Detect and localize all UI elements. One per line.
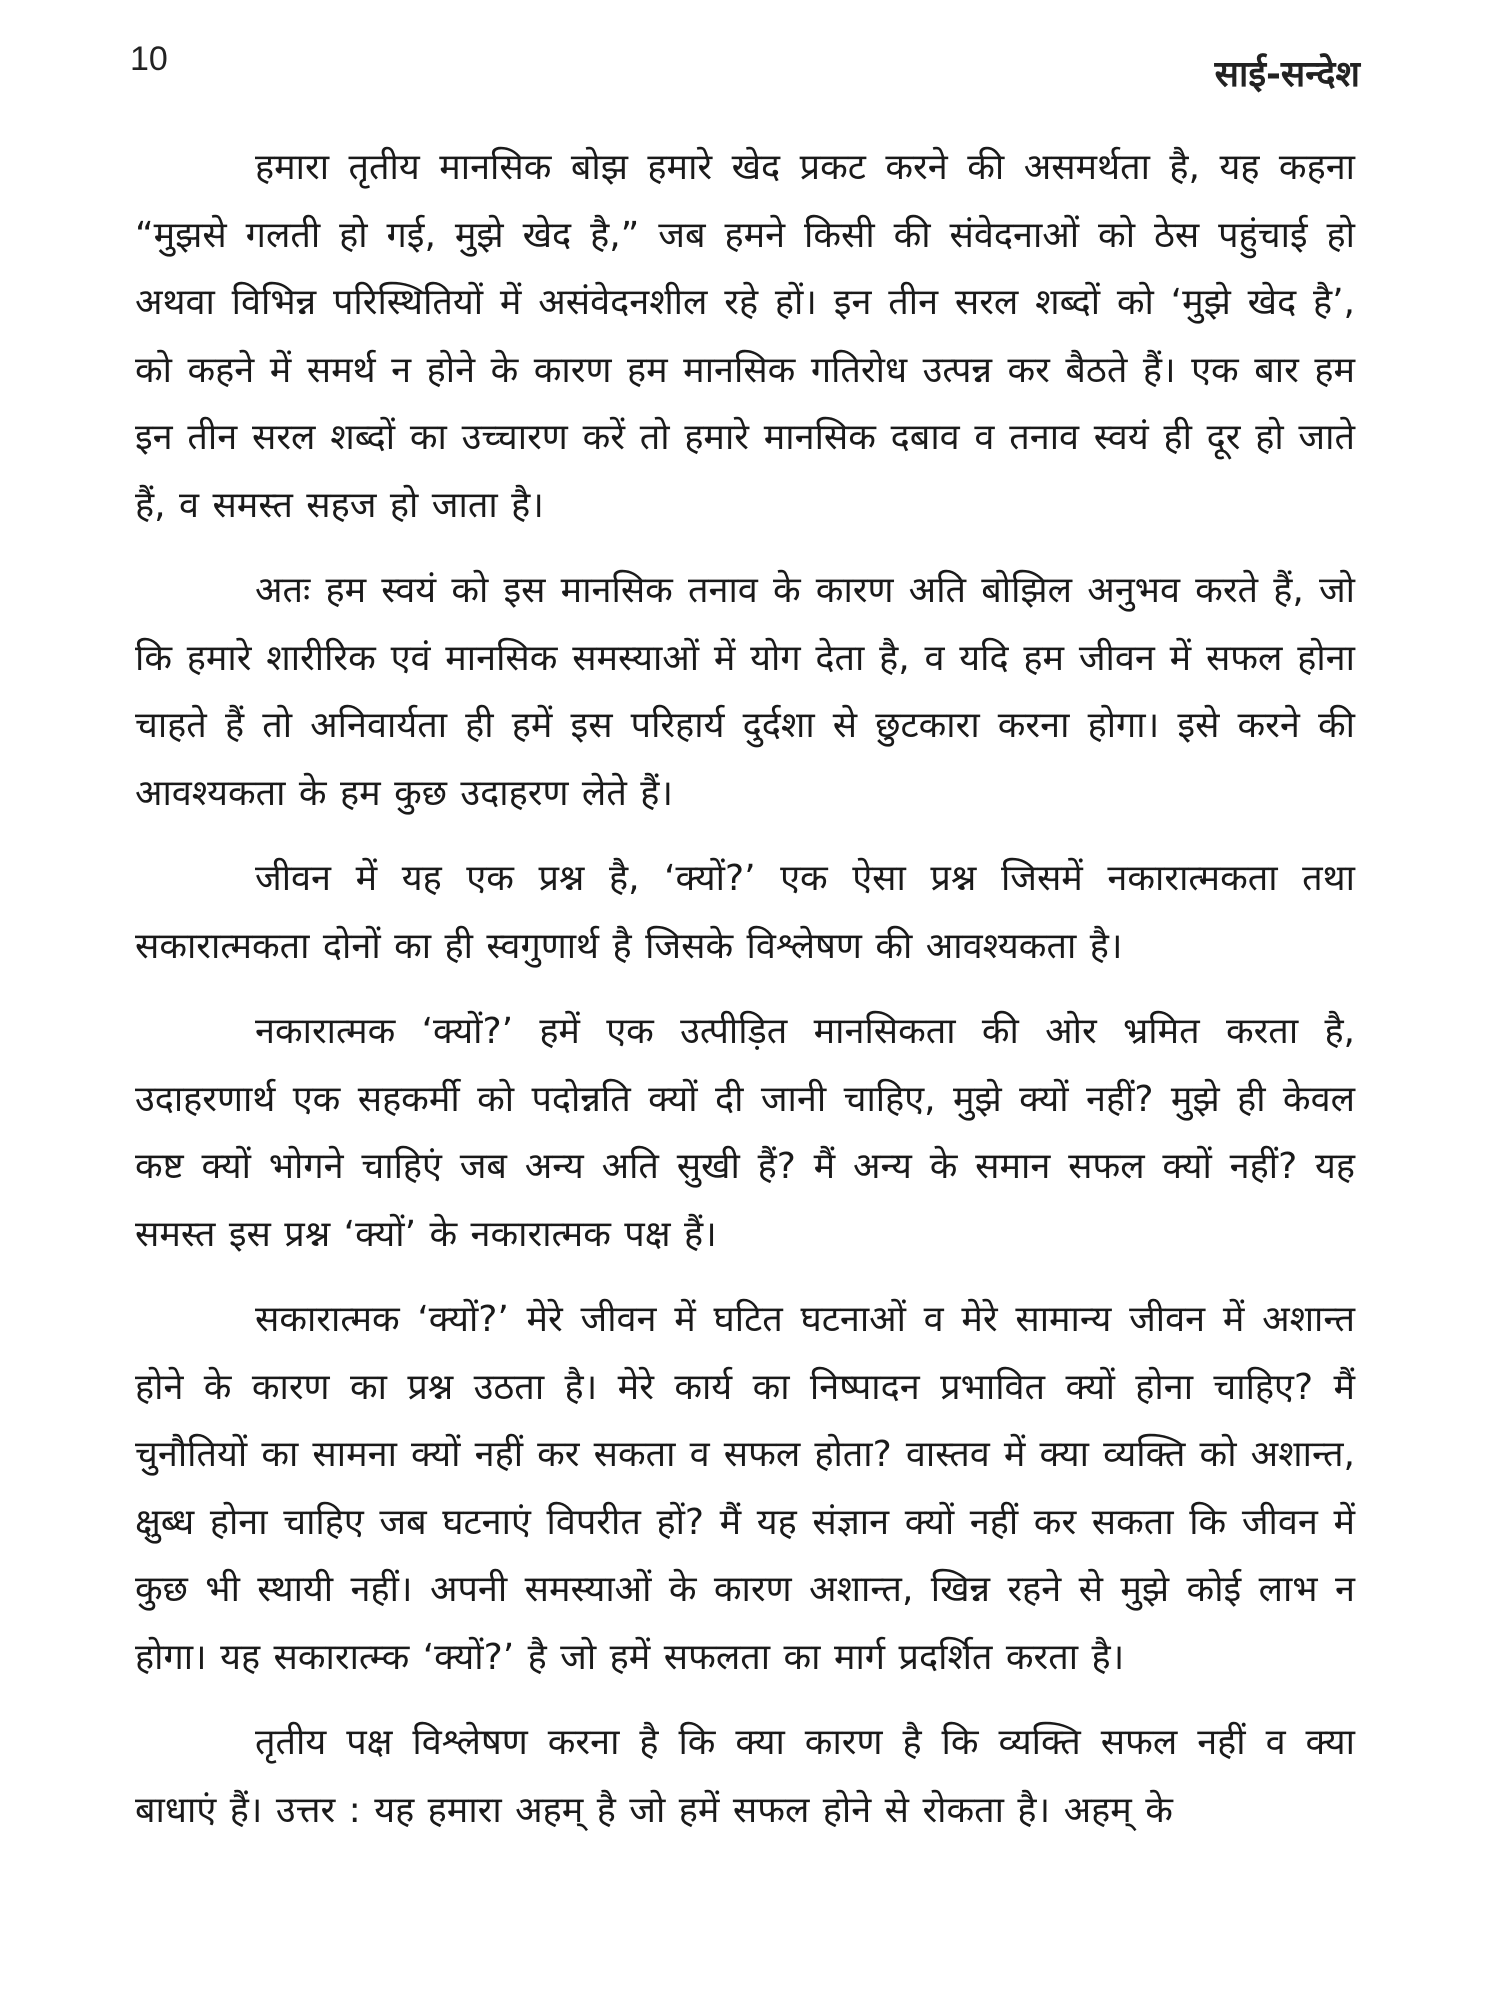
body-text <box>135 134 1355 1844</box>
running-title: साई-सन्देश <box>1214 54 1360 95</box>
paragraph-2: अतः हम स्वयं को इस मानसिक तनाव के कारण अति बोझिल अनुभव करते हैं, जो कि हमारे शारीरिक एवं मानसिक समस्याओं में योग देता है, व यदि हम जीवन में सफल होना चाहते हैं तो अनिवार्यता ही हमें इस परिहार्य दुर्दशा से छुटकारा करना होगा। इसे करने की आवश्यकता के हम कुछ उदाहरण लेते हैं। <box>135 570 1355 814</box>
paragraph-6: तृतीय पक्ष विश्लेषण करना है कि क्या कारण है कि व्यक्ति सफल नहीं व क्या बाधाएं हैं। उत्तर : यह हमारा अहम् है जो हमें सफल होने से रोकता है। अहम् के <box>135 1722 1355 1831</box>
paragraph-4: नकारात्मक ‘क्यों?’ हमें एक उत्पीड़ित मानसिकता की ओर भ्रमित करता है, उदाहरणार्थ एक सहकर्मी को पदोन्नति क्यों दी जानी चाहिए, मुझे क्यों नहीं? मुझे ही केवल कष्ट क्यों भोगने चाहिएं जब अन्य अति सुखी हैं? मैं अन्य के समान सफल क्यों नहीं? यह समस्त इस प्रश्न ‘क्यों’ के नकारात्मक पक्ष हैं। <box>135 1011 1355 1255</box>
paragraph-5: सकारात्मक ‘क्यों?’ मेरे जीवन में घटित घटनाओं व मेरे सामान्य जीवन में अशान्त होने के कारण का प्रश्न उठता है। मेरे कार्य का निष्पादन प्रभावित क्यों होना चाहिए? मैं चुनौतियों का सामना क्यों नहीं कर सकता व सफल होता? वास्तव में क्या व्यक्ति को अशान्त, क्षुब्ध होना चाहिए जब घटनाएं विपरीत हों? मैं यह संज्ञान क्यों नहीं कर सकता कि जीवन में कुछ भी स्थायी नहीं। अपनी समस्याओं के कारण अशान्त, खिन्न रहने से मुझे कोई लाभ न होगा। यह सकारात्म्क ‘क्यों?’ है जो हमें सफलता का मार्ग प्रदर्शित करता है। <box>135 1299 1355 1678</box>
page-number: 10 <box>130 40 168 78</box>
paragraph-1: हमारा तृतीय मानसिक बोझ हमारे खेद प्रकट करने की असमर्थता है, यह कहना “मुझसे गलती हो गई, मुझे खेद है,” जब हमने किसी की संवेदनाओं को ठेस पहुंचाई हो अथवा विभिन्न परिस्थितियों में असंवेदनशील रहे हों। इन तीन सरल शब्दों को ‘मुझे खेद है’, को कहने में समर्थ न होने के कारण हम मानसिक गतिरोध उत्पन्न कर बैठते हैं। एक बार हम इन तीन सरल शब्दों का उच्चारण करें तो हमारे मानसिक दबाव व तनाव स्वयं ही दूर हो जाते हैं, व समस्त सहज हो जाता है। <box>135 147 1355 526</box>
paragraph-3: जीवन में यह एक प्रश्न है, ‘क्यों?’ एक ऐसा प्रश्न जिसमें नकारात्मकता तथा सकारात्मकता दोनों का ही स्वगुणार्थ है जिसके विश्लेषण की आवश्यकता है। <box>135 858 1355 967</box>
